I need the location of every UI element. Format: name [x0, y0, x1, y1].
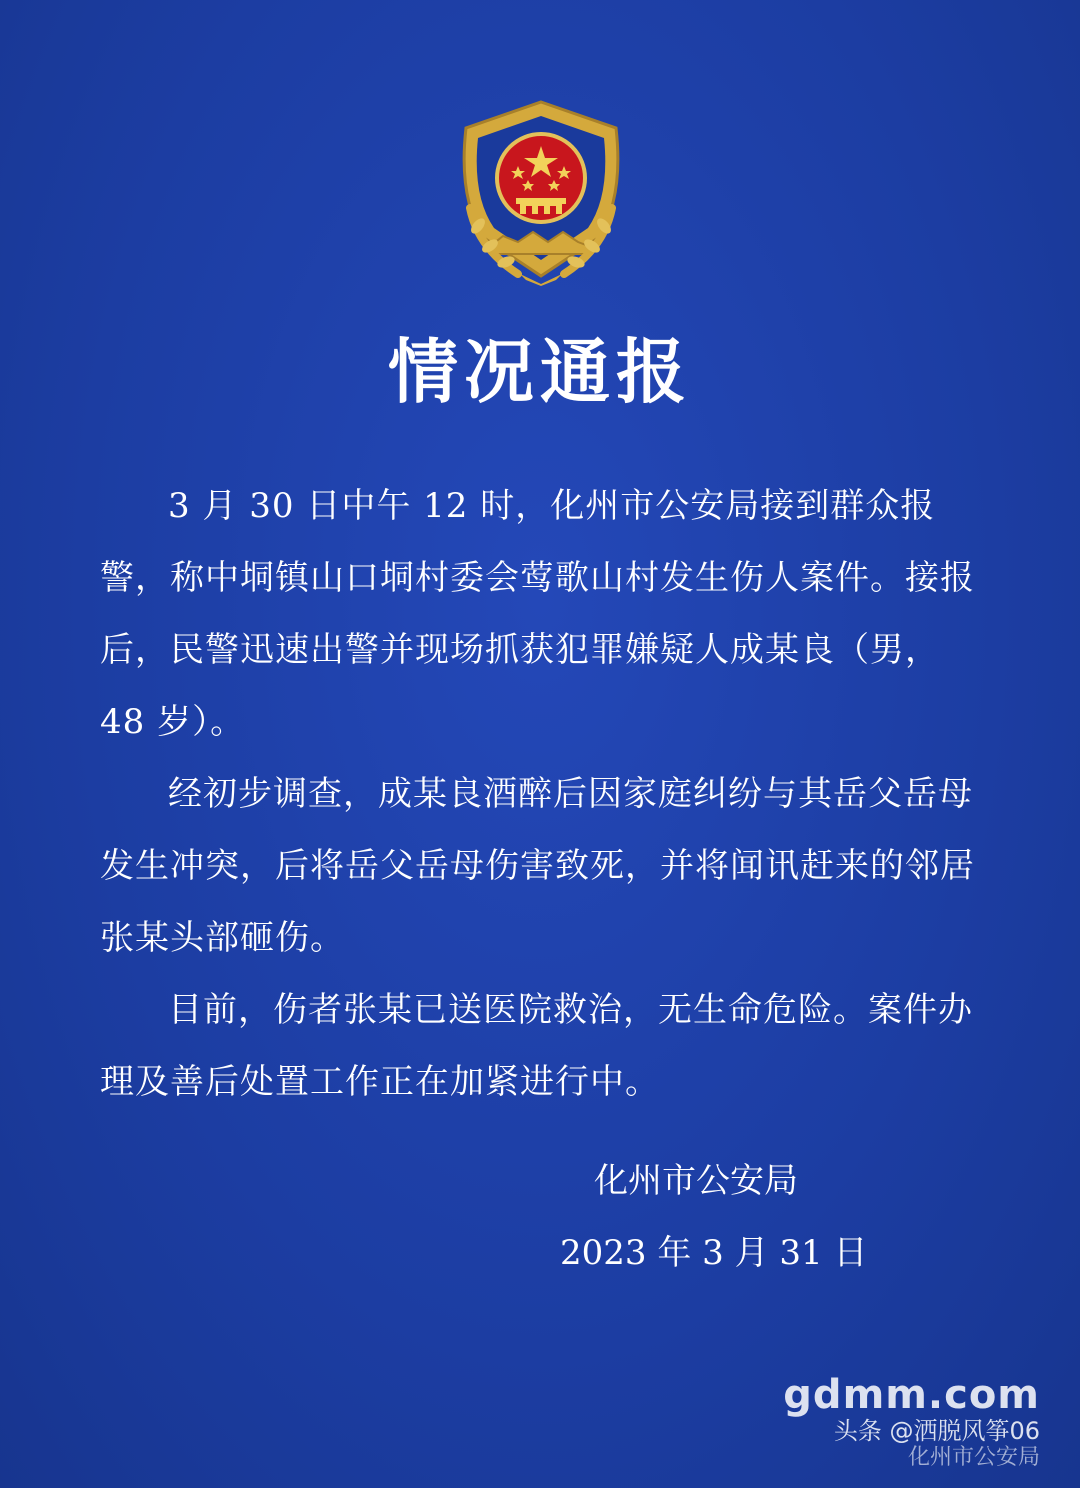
paragraph-3: 目前，伤者张某已送医院救治，无生命危险。案件办理及善后处置工作正在加紧进行中。: [100, 990, 973, 1102]
watermark: [783, 1372, 1040, 1470]
page-title: 情况通报: [388, 330, 692, 413]
police-emblem-icon: [448, 98, 634, 288]
signature-org: 化州市公安局: [594, 1161, 798, 1201]
paragraph-2: 经初步调查，成某良酒醉后因家庭纠纷与其岳父岳母发生冲突，后将岳父岳母伤害致死，并将闻讯赶来的邻居张某头部砸伤。: [100, 774, 975, 958]
paragraph-1: 3 月 30 日中午 12 时，化州市公安局接到群众报警，称中垌镇山口垌村委会莺歌山村发生伤人案件。接报后，民警迅速出警并现场抓获犯罪嫌疑人成某良（男，48 岁）。: [100, 486, 975, 742]
notice-body: [100, 470, 980, 1118]
signature-date: 2023 年 3 月 31 日: [560, 1233, 868, 1273]
watermark-author: 头条 @洒脱风筝06: [833, 1417, 1040, 1446]
watermark-site: gdmm.com: [783, 1372, 1040, 1419]
watermark-source: 化州市公安局: [907, 1444, 1040, 1470]
signature-block: [560, 1145, 940, 1289]
